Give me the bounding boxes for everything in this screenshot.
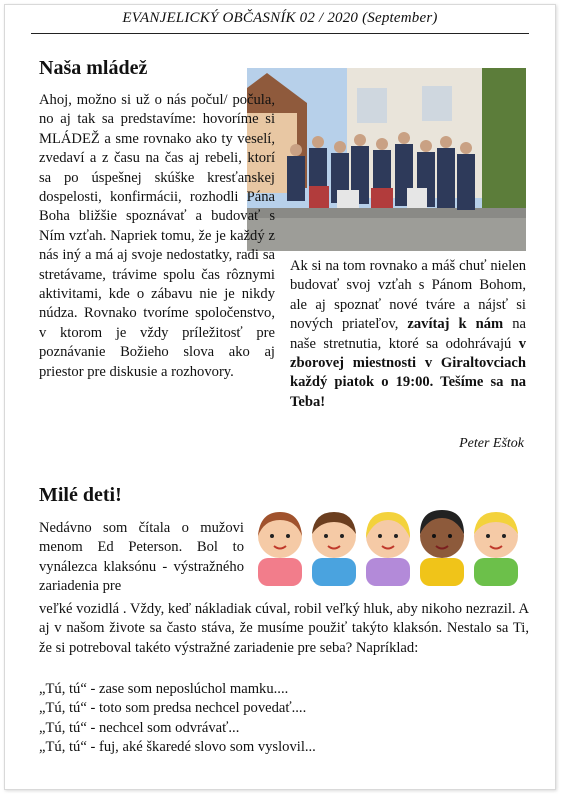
- kid-5: [474, 512, 518, 586]
- example-item: „Tú, tú“ - toto som predsa nechcel povedať....: [39, 700, 307, 717]
- youth-right-column-text: [290, 257, 526, 412]
- kids-intro-text: Nedávno som čítala o mužovi menom Ed Peterson. Bol to vynálezca klaksónu - výstražného zariadenia pre: [39, 520, 244, 595]
- youth-left-column-text: Ahoj, možno si už o nás počul/ počula, no aj tak sa predstavíme: hovoríme si MLÁDEŽ a sme rovnako ako ty veselí, zvedaví a z času na čas aj rebeli, ktorí sa po úspešnej skúške kresťanskej dospelosti, konfirmácii, rozhodli Pána Boha bližšie spoznávať a budovať s Ním vzťah. Napriek tomu, že je každý z nás iný a má aj svoje nedostatky, radi sa stretávame, trávime spolu čas rôznymi aktivitami, kde o zábavu nie je nikdy núdza. Rovnako tvoríme spoločenstvo, v ktorom je vždy príležitosť pre poznávanie Božieho slova ako aj priestor pre diskusie a rozhovory.: [39, 92, 275, 380]
- invite-text-2: na naše stretnutia, ktoré sa odohrávajú: [290, 316, 526, 352]
- example-item: „Tú, tú“ - zase som neposlúchol mamku....: [39, 681, 289, 697]
- kid-1: [258, 512, 302, 586]
- section-title-kids: Milé deti!: [39, 484, 122, 506]
- kid-3: [366, 512, 410, 586]
- invite-bold-1: zavítaj k nám: [407, 316, 504, 333]
- example-item: „Tú, tú“ - nechcel som odvrávať...: [39, 719, 240, 736]
- kids-illustration: [252, 506, 526, 586]
- section-title-youth: Naša mládež: [39, 57, 148, 79]
- kid-2: [312, 512, 356, 586]
- kid-4: [420, 510, 464, 586]
- invite-text-1: Ak si na tom rovnako a máš chuť nielen budovať svoj vzťah s Pánom Bohom, ale aj spoznať nové tváre a nájsť si nových priateľov,: [290, 258, 526, 333]
- praying-kids-image: [252, 506, 526, 586]
- newsletter-header: EVANJELICKÝ OBČASNÍK 02 / 2020 (September): [122, 10, 438, 26]
- kids-body-text: veľké vozidlá . Vždy, keď nákladiak cúval, robil veľký hluk, aby nikoho nezrazil. A aj v našom živote sa často stáva, že musíme použiť takýto klaksón. Nestalo sa Ti, že si potreboval takéto výstražné zariadenie pre seba? Napríklad:: [39, 601, 529, 656]
- author-signature: Peter Eštok: [459, 436, 524, 451]
- example-item: „Tú, tú“ - fuj, aké škaredé slovo som vyslovil...: [39, 739, 316, 756]
- invite-bold-2: v zborovej miestnosti v Giraltovciach každý piatok o 19:00. Tešíme sa na Teba!: [290, 335, 526, 410]
- youth-group-photo: [247, 68, 526, 251]
- photo-illustration: [247, 68, 526, 251]
- example-list: [39, 680, 529, 758]
- header-rule: [31, 33, 529, 34]
